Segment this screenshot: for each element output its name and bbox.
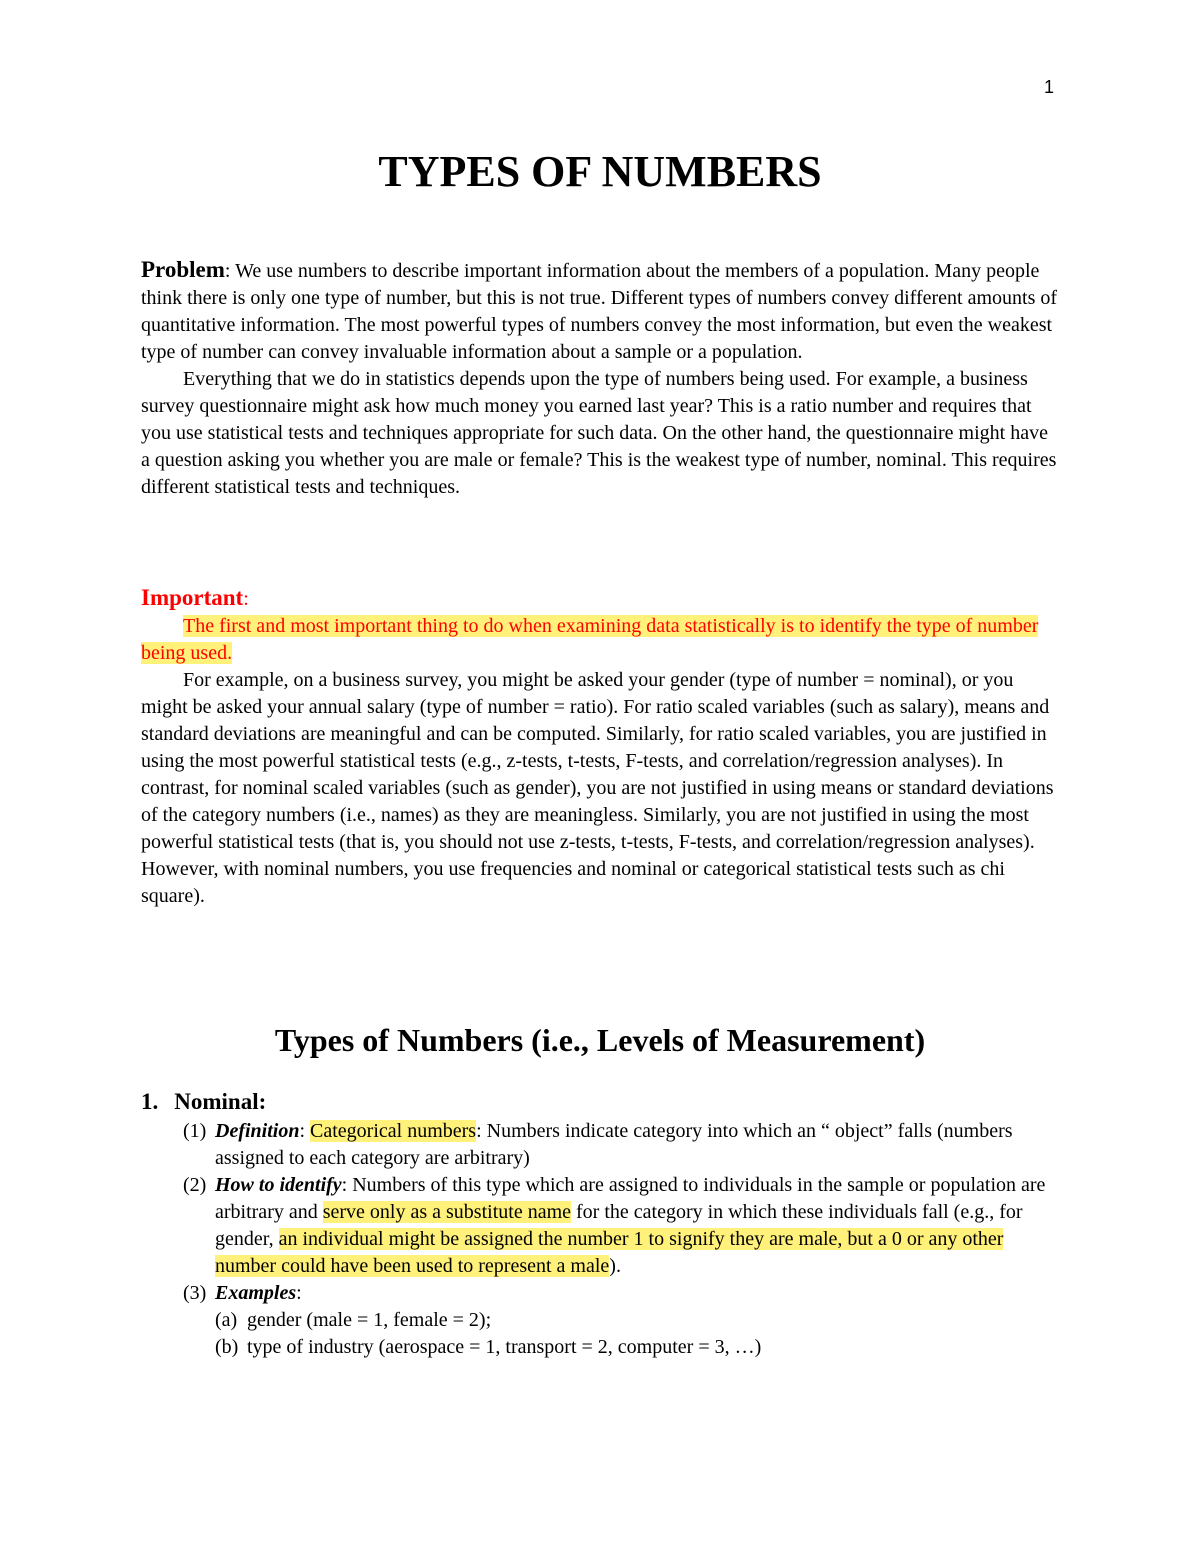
how-text xyxy=(215,1172,1063,1280)
page-number: 1 xyxy=(1044,77,1055,97)
section-heading: Types of Numbers (i.e., Levels of Measurement) xyxy=(274,1022,926,1058)
important-heading xyxy=(141,584,1061,613)
page-title: TYPES OF NUMBERS xyxy=(378,147,822,196)
important-label: Important xyxy=(141,585,244,610)
example-b-marker: (b) xyxy=(215,1336,239,1358)
how-highlight-2: an individual might be assigned the number 1 to signify they are male, but a 0 or any other number could have been used to represent a male xyxy=(215,1228,1004,1277)
problem-colon: : xyxy=(224,260,231,282)
definition-text xyxy=(215,1118,1063,1172)
definition-colon: : xyxy=(299,1120,311,1142)
definition-highlight: Categorical numbers xyxy=(310,1120,477,1142)
problem-section xyxy=(141,256,1061,501)
important-highlight: The first and most important thing to do when examining data statistically is to identify the type of number being used. xyxy=(141,615,1039,664)
important-paragraph: For example, on a business survey, you might be asked your gender (type of number = nominal), or you might be asked your annual salary (type of number = ratio). For ratio scaled variables (such as salary), means and standard deviations are meaningful and can be computed. Similarly, for ratio scaled variables, you are justified in using the most powerful statistical tests (e.g., z-tests, t-tests, F-tests, and correlation/regression analyses). In contrast, for nominal scaled variables (such as gender), you are not justified in using means or standard deviations of the category numbers (i.e., names) as they are meaningless. Similarly, you are not justified in using the most powerful statistical tests (that is, you should not use z-tests, t-tests, F-tests, and correlation/regression analyses). However, with nominal numbers, you use frequencies and nominal or categorical statistical tests such as chi square). xyxy=(141,669,1054,907)
how-label: How to identify xyxy=(215,1174,342,1196)
example-item-b xyxy=(183,1334,1063,1361)
nominal-list xyxy=(183,1118,1063,1361)
examples-marker: (3) xyxy=(183,1282,207,1304)
example-a-marker: (a) xyxy=(215,1309,238,1331)
example-b-text: type of industry (aerospace = 1, transport = 2, computer = 3, …) xyxy=(247,1336,762,1358)
example-item-a xyxy=(183,1307,1063,1334)
nominal-heading xyxy=(141,1088,266,1115)
example-a-text: gender (male = 1, female = 2); xyxy=(247,1309,492,1331)
definition-label: Definition xyxy=(215,1120,300,1142)
problem-paragraph xyxy=(141,256,1061,366)
definition-marker: (1) xyxy=(183,1120,207,1142)
definition-item xyxy=(183,1118,1063,1172)
nominal-label: Nominal: xyxy=(174,1089,267,1114)
problem-text: We use numbers to describe important information about the members of a population. Many people think there is only one type of number, but this is not true. Different types of numbers convey different amounts of quantitative information. The most powerful types of numbers convey the most information, but even the weakest type of number can convey invaluable information about a sample or a population. xyxy=(141,260,1058,363)
how-body-1: Numbers of this type which are assigned to individuals in the sample or population are arbitrary and xyxy=(215,1174,1046,1223)
important-colon: : xyxy=(243,588,249,610)
how-body-3: ). xyxy=(609,1255,621,1277)
how-to-identify-item xyxy=(183,1172,1063,1280)
how-body-2: for the category in which these individuals fall (e.g., for gender, xyxy=(215,1201,1023,1250)
examples-text xyxy=(215,1280,1063,1307)
definition-body: : Numbers indicate category into which an “ object” falls (numbers assigned to each category are arbitrary) xyxy=(215,1120,1013,1169)
examples-colon: : xyxy=(296,1282,302,1304)
important-highlight-paragraph xyxy=(141,613,1061,667)
how-highlight-1: serve only as a substitute name xyxy=(322,1201,572,1223)
examples-label: Examples xyxy=(215,1282,297,1304)
problem-label: Problem xyxy=(141,257,225,282)
how-colon: : xyxy=(341,1174,353,1196)
how-marker: (2) xyxy=(183,1174,207,1196)
important-section xyxy=(141,584,1061,910)
examples-item xyxy=(183,1280,1063,1307)
problem-paragraph-2: Everything that we do in statistics depends upon the type of numbers being used. For example, a business survey questionnaire might ask how much money you earned last year? This is a ratio number and requires that you use statistical tests and techniques appropriate for such data. On the other hand, the questionnaire might have a question asking you whether you are male or female? This is the weakest type of number, nominal. This requires different statistical tests and techniques. xyxy=(141,368,1057,498)
nominal-number: 1. xyxy=(141,1089,159,1114)
